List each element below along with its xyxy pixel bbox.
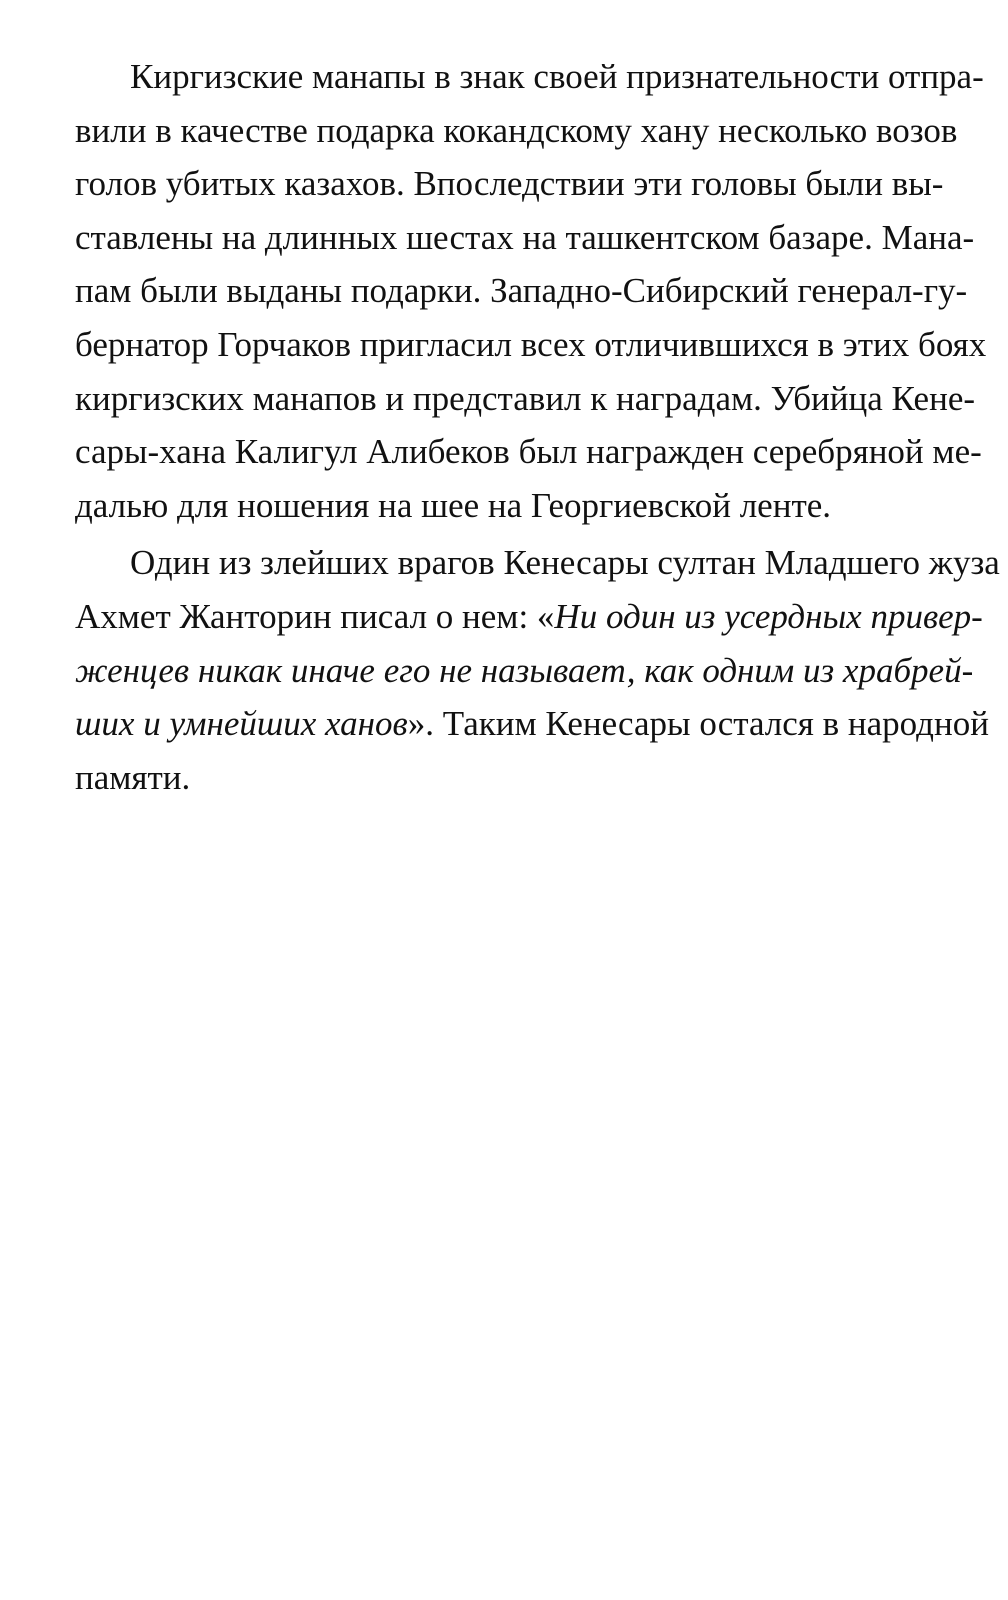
- text-line: Один из злейших врагов Кенесары султан Младшего жуза: [130, 543, 1000, 583]
- text-line: сары-хана Калигул Алибеков был награжден серебряной ме-: [75, 432, 982, 472]
- text-line: далью для ношения на шее на Георгиевской ленте.: [75, 485, 832, 525]
- text-line: бернатор Горчаков пригласил всех отличившихся в этих боях: [75, 324, 987, 364]
- text-line: памяти.: [75, 757, 191, 797]
- document-page: [75, 50, 1000, 804]
- text-line: [75, 697, 989, 751]
- text-segment: Ахмет Жанторин писал о нем: «: [75, 596, 555, 636]
- quote-italic-line: женцев никак иначе его не называет, как одним из храбрей-: [75, 650, 974, 690]
- text-line: [75, 590, 983, 644]
- paragraph-2: [75, 536, 1000, 804]
- text-line: вили в качестве подарка кокандскому хану несколько возов: [75, 110, 958, 150]
- text-line: пам были выданы подарки. Западно-Сибирский генерал-гу-: [75, 271, 968, 311]
- text-line: голов убитых казахов. Впоследствии эти головы были вы-: [75, 164, 944, 204]
- text-line: ставлены на длинных шестах на ташкентском базаре. Мана-: [75, 217, 975, 257]
- text-line: киргизских манапов и представил к наградам. Убийца Кене-: [75, 378, 976, 418]
- quote-italic: ших и умнейших ханов: [75, 704, 408, 744]
- text-segment: ». Таким Кенесары остался в народной: [407, 704, 989, 744]
- paragraph-1: [75, 50, 987, 532]
- quote-italic: Ни один из усердных привер-: [554, 596, 983, 636]
- text-line: Киргизские манапы в знак своей признательности отпра-: [130, 57, 984, 96]
